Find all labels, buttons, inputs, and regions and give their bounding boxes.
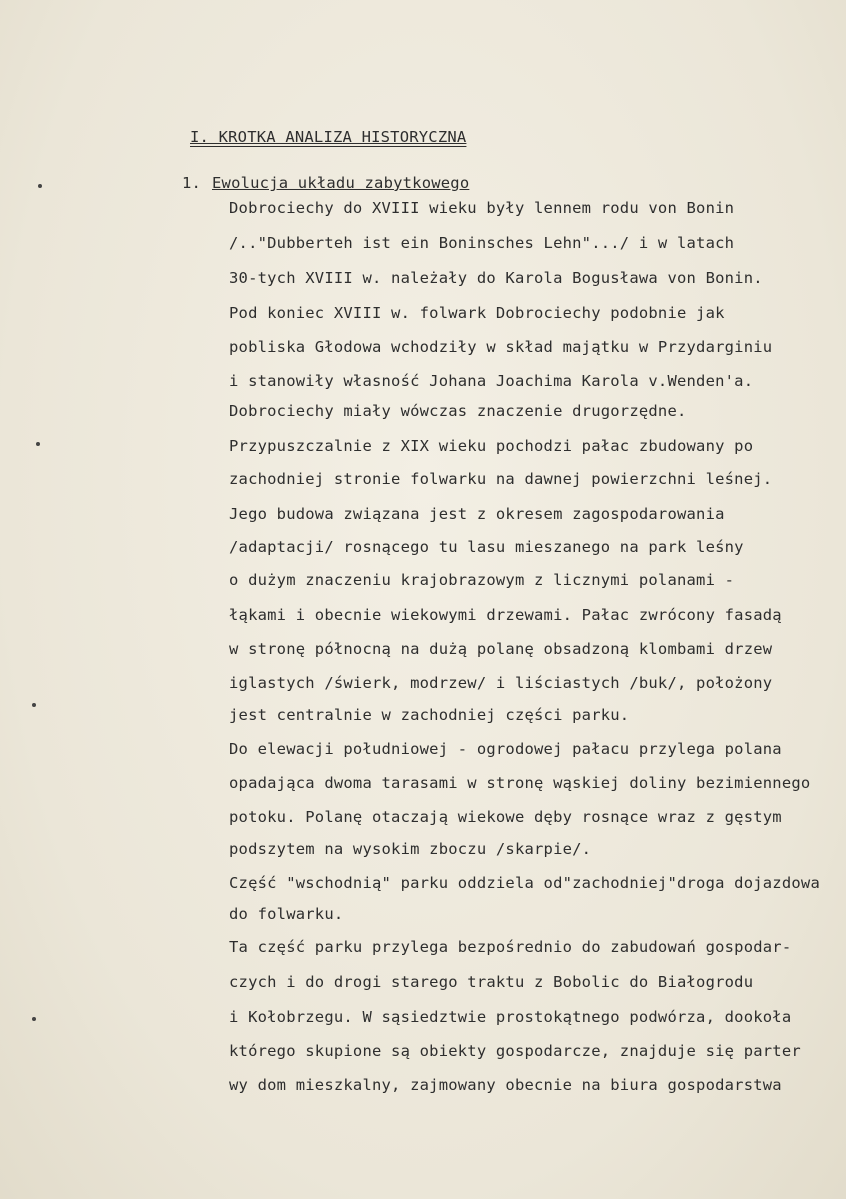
text-line: zachodniej stronie folwarku na dawnej powierzchni leśnej.: [229, 470, 773, 488]
text-line: którego skupione są obiekty gospodarcze, znajduje się parter: [229, 1042, 801, 1060]
text-line: Pod koniec XVIII w. folwark Dobrociechy podobnie jak: [229, 304, 725, 322]
section-number: 1.: [182, 174, 202, 192]
text-line: podszytem na wysokim zboczu /skarpie/.: [229, 840, 592, 858]
text-line: pobliska Głodowa wchodziły w skład majątku w Przydarginiu: [229, 338, 773, 356]
text-line: Część "wschodnią" parku oddziela od"zachodniej"droga dojazdowa: [229, 874, 820, 892]
text-line: Ta część parku przylega bezpośrednio do zabudowań gospodar-: [229, 938, 792, 956]
text-line: Dobrociechy miały wówczas znaczenie drugorzędne.: [229, 402, 687, 420]
document-heading: I. KROTKA ANALIZA HISTORYCZNA: [190, 128, 467, 146]
section-heading: [182, 174, 469, 192]
text-line: Przypuszczalnie z XIX wieku pochodzi pałac zbudowany po: [229, 437, 754, 455]
text-line: czych i do drogi starego traktu z Bobolic do Białogrodu: [229, 973, 754, 991]
text-line: Do elewacji południowej - ogrodowej pałacu przylega polana: [229, 740, 782, 758]
text-line: iglastych /świerk, modrzew/ i liściastych /buk/, położony: [229, 674, 773, 692]
text-line: łąkami i obecnie wiekowymi drzewami. Pałac zwrócony fasadą: [229, 606, 782, 624]
text-line: Dobrociechy do XVIII wieku były lennem rodu von Bonin: [229, 199, 735, 217]
text-line: w stronę północną na dużą polanę obsadzoną klombami drzew: [229, 640, 773, 658]
section-title: Ewolucja układu zabytkowego: [212, 174, 470, 192]
text-line: 30-tych XVIII w. należały do Karola Bogusława von Bonin.: [229, 269, 763, 287]
text-line: opadająca dwoma tarasami w stronę wąskiej doliny bezimiennego: [229, 774, 811, 792]
text-line: Jego budowa związana jest z okresem zagospodarowania: [229, 505, 725, 523]
text-line: /.."Dubberteh ist ein Boninsches Lehn".../ i w latach: [229, 234, 735, 252]
text-line: o dużym znaczeniu krajobrazowym z licznymi polanami -: [229, 571, 735, 589]
text-line: potoku. Polanę otaczają wiekowe dęby rosnące wraz z gęstym: [229, 808, 782, 826]
text-line: i stanowiły własność Johana Joachima Karola v.Wenden'a.: [229, 372, 754, 390]
text-line: jest centralnie w zachodniej części parku.: [229, 706, 630, 724]
text-line: wy dom mieszkalny, zajmowany obecnie na biura gospodarstwa: [229, 1076, 782, 1094]
text-line: i Kołobrzegu. W sąsiedztwie prostokątnego podwórza, dookoła: [229, 1008, 792, 1026]
text-line: do folwarku.: [229, 905, 344, 923]
text-line: /adaptacji/ rosnącego tu lasu mieszanego na park leśny: [229, 538, 744, 556]
